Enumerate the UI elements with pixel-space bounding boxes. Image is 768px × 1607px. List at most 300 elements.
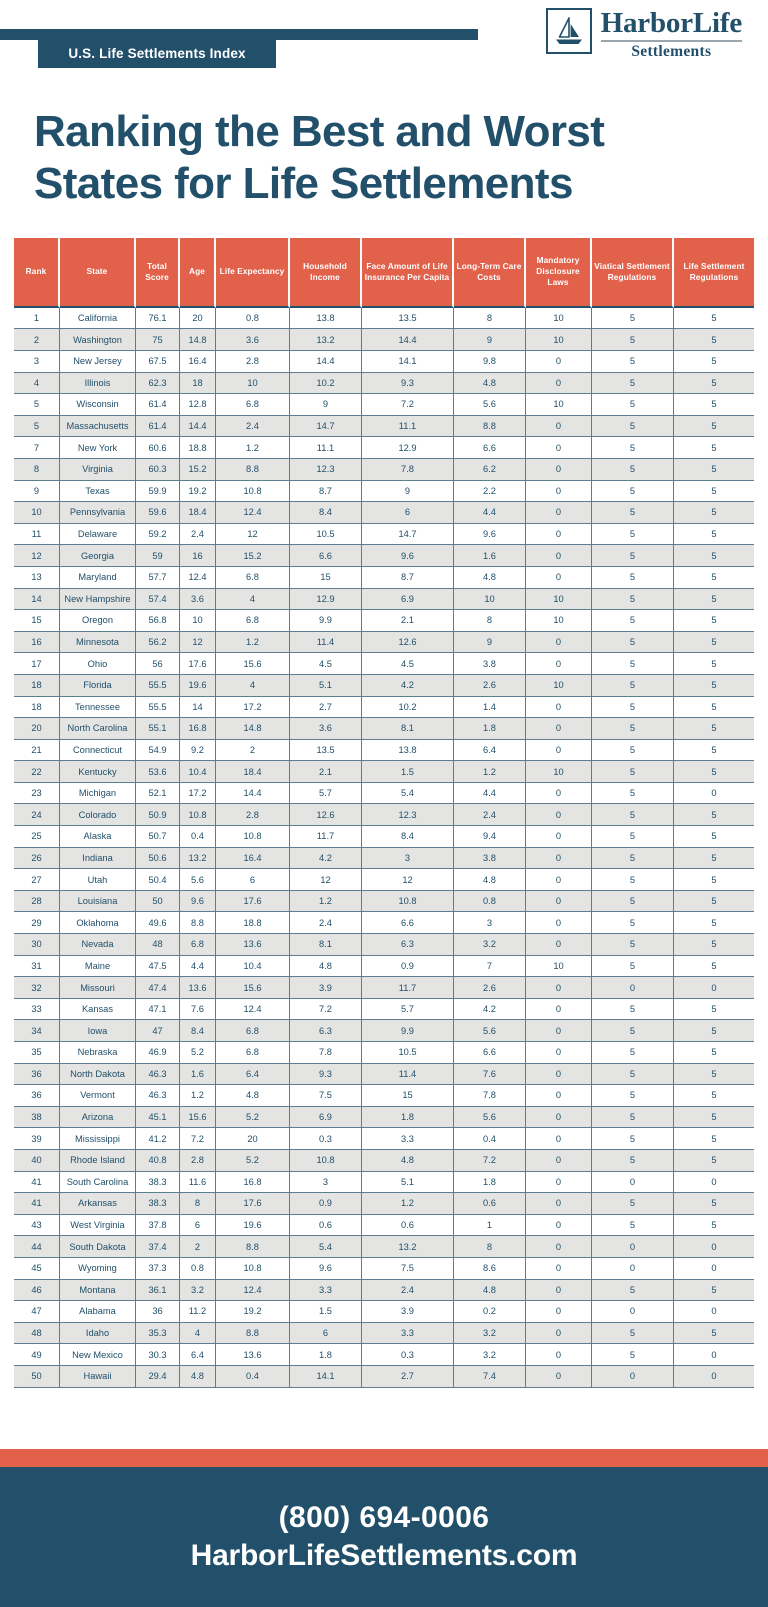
data-cell: 6.8 — [216, 1042, 290, 1064]
page-title-line-1: Ranking the Best and Worst — [34, 107, 605, 156]
data-cell: 56.2 — [136, 632, 180, 654]
state-name-cell: Kentucky — [60, 761, 136, 783]
data-cell: 6.8 — [216, 567, 290, 589]
data-cell: 6.8 — [216, 610, 290, 632]
data-cell: 0 — [526, 999, 592, 1021]
data-cell: 3.2 — [454, 1344, 526, 1366]
rank-cell: 31 — [14, 956, 60, 978]
state-name-cell: Arkansas — [60, 1193, 136, 1215]
table-row — [14, 977, 754, 999]
data-cell: 5 — [674, 1215, 754, 1237]
table-row — [14, 999, 754, 1021]
data-cell: 61.4 — [136, 394, 180, 416]
data-cell: 12.4 — [216, 999, 290, 1021]
state-name-cell: Ohio — [60, 653, 136, 675]
data-cell: 10 — [526, 956, 592, 978]
data-cell: 1.2 — [290, 891, 362, 913]
data-cell: 9.2 — [180, 740, 216, 762]
ranking-table-container — [14, 238, 754, 1388]
data-cell: 0.6 — [362, 1215, 454, 1237]
data-cell: 7.4 — [454, 1366, 526, 1388]
data-cell: 11.4 — [290, 632, 362, 654]
data-cell: 59 — [136, 545, 180, 567]
column-header-long-term-care-costs[interactable]: Long-Term Care Costs — [454, 238, 526, 308]
state-name-cell: Florida — [60, 675, 136, 697]
data-cell: 0 — [526, 934, 592, 956]
data-cell: 16.8 — [180, 718, 216, 740]
data-cell: 4.8 — [454, 567, 526, 589]
data-cell: 10.5 — [362, 1042, 454, 1064]
data-cell: 60.6 — [136, 437, 180, 459]
data-cell: 0.8 — [454, 891, 526, 913]
data-cell: 14.4 — [362, 329, 454, 351]
data-cell: 18.4 — [180, 502, 216, 524]
data-cell: 5 — [592, 740, 674, 762]
column-header-face-amount-of-life-insurance-per-capita[interactable]: Face Amount of Life Insurance Per Capita — [362, 238, 454, 308]
data-cell: 5 — [592, 502, 674, 524]
rank-cell: 49 — [14, 1344, 60, 1366]
data-cell: 0 — [674, 783, 754, 805]
rank-cell: 34 — [14, 1020, 60, 1042]
data-cell: 0 — [526, 826, 592, 848]
state-name-cell: Maine — [60, 956, 136, 978]
data-cell: 15.6 — [216, 653, 290, 675]
data-cell: 14.8 — [180, 329, 216, 351]
data-cell: 0 — [526, 459, 592, 481]
data-cell: 14.4 — [216, 783, 290, 805]
table-row — [14, 351, 754, 373]
data-cell: 1.6 — [180, 1064, 216, 1086]
data-cell: 10.4 — [216, 956, 290, 978]
data-cell: 2.2 — [454, 481, 526, 503]
data-cell: 0.3 — [362, 1344, 454, 1366]
data-cell: 41.2 — [136, 1128, 180, 1150]
data-cell: 5 — [674, 1193, 754, 1215]
data-cell: 5 — [674, 351, 754, 373]
data-cell: 11.7 — [290, 826, 362, 848]
data-cell: 4 — [180, 1323, 216, 1345]
data-cell: 5.1 — [362, 1172, 454, 1194]
data-cell: 18.8 — [216, 912, 290, 934]
rank-cell: 44 — [14, 1236, 60, 1258]
data-cell: 57.4 — [136, 589, 180, 611]
data-cell: 0 — [674, 1172, 754, 1194]
data-cell: 6.9 — [290, 1107, 362, 1129]
data-cell: 0 — [674, 1366, 754, 1388]
data-cell: 0 — [526, 1280, 592, 1302]
data-cell: 6.8 — [180, 934, 216, 956]
data-cell: 11.2 — [180, 1301, 216, 1323]
rank-cell: 30 — [14, 934, 60, 956]
rank-cell: 36 — [14, 1064, 60, 1086]
data-cell: 3.2 — [454, 934, 526, 956]
state-name-cell: Rhode Island — [60, 1150, 136, 1172]
data-cell: 50 — [136, 891, 180, 913]
data-cell: 4.8 — [454, 869, 526, 891]
data-cell: 5 — [592, 1280, 674, 1302]
column-header-rank[interactable]: Rank — [14, 238, 60, 308]
data-cell: 5 — [674, 740, 754, 762]
data-cell: 2.7 — [290, 697, 362, 719]
state-name-cell: Virginia — [60, 459, 136, 481]
data-cell: 5.7 — [290, 783, 362, 805]
data-cell: 36.1 — [136, 1280, 180, 1302]
data-cell: 15.6 — [180, 1107, 216, 1129]
data-cell: 5 — [674, 1020, 754, 1042]
data-cell: 9 — [290, 394, 362, 416]
data-cell: 5 — [674, 567, 754, 589]
data-cell: 10 — [526, 308, 592, 330]
data-cell: 53.6 — [136, 761, 180, 783]
data-cell: 50.6 — [136, 848, 180, 870]
data-cell: 9 — [362, 481, 454, 503]
data-cell: 29.4 — [136, 1366, 180, 1388]
data-cell: 2.4 — [290, 912, 362, 934]
data-cell: 5 — [592, 1085, 674, 1107]
data-cell: 3.9 — [290, 977, 362, 999]
data-cell: 7.5 — [362, 1258, 454, 1280]
table-row — [14, 1215, 754, 1237]
rank-cell: 9 — [14, 481, 60, 503]
column-header-life-settlement-regulations[interactable]: Life Settlement Regulations — [674, 238, 754, 308]
rank-cell: 18 — [14, 697, 60, 719]
data-cell: 0 — [526, 545, 592, 567]
data-cell: 6 — [180, 1215, 216, 1237]
data-cell: 5 — [592, 912, 674, 934]
data-cell: 0 — [526, 977, 592, 999]
data-cell: 5.2 — [216, 1107, 290, 1129]
data-cell: 0 — [674, 1301, 754, 1323]
data-cell: 5 — [674, 761, 754, 783]
rank-cell: 45 — [14, 1258, 60, 1280]
data-cell: 5 — [592, 1193, 674, 1215]
data-cell: 6.6 — [454, 437, 526, 459]
logo-divider — [601, 40, 742, 42]
table-row — [14, 653, 754, 675]
data-cell: 5 — [592, 1344, 674, 1366]
state-name-cell: Maryland — [60, 567, 136, 589]
data-cell: 55.5 — [136, 697, 180, 719]
table-row — [14, 545, 754, 567]
data-cell: 3.6 — [216, 329, 290, 351]
data-cell: 55.1 — [136, 718, 180, 740]
data-cell: 11.4 — [362, 1064, 454, 1086]
state-name-cell: South Dakota — [60, 1236, 136, 1258]
rank-cell: 46 — [14, 1280, 60, 1302]
data-cell: 2.1 — [362, 610, 454, 632]
table-row — [14, 589, 754, 611]
data-cell: 14.7 — [290, 416, 362, 438]
data-cell: 4 — [216, 675, 290, 697]
table-row — [14, 956, 754, 978]
state-name-cell: Texas — [60, 481, 136, 503]
data-cell: 59.2 — [136, 524, 180, 546]
data-cell: 3.8 — [454, 848, 526, 870]
data-cell: 9.6 — [180, 891, 216, 913]
data-cell: 0 — [592, 1258, 674, 1280]
data-cell: 50.4 — [136, 869, 180, 891]
data-cell: 5.6 — [454, 394, 526, 416]
data-cell: 4 — [216, 589, 290, 611]
data-cell: 13.6 — [216, 934, 290, 956]
data-cell: 9.4 — [454, 826, 526, 848]
data-cell: 5 — [592, 394, 674, 416]
data-cell: 12.4 — [180, 567, 216, 589]
data-cell: 5 — [674, 1064, 754, 1086]
data-cell: 5.6 — [454, 1020, 526, 1042]
data-cell: 8.8 — [216, 1236, 290, 1258]
rank-cell: 4 — [14, 373, 60, 395]
data-cell: 12 — [216, 524, 290, 546]
data-cell: 9.9 — [290, 610, 362, 632]
table-row — [14, 416, 754, 438]
data-cell: 1.4 — [454, 697, 526, 719]
data-cell: 6.3 — [362, 934, 454, 956]
data-cell: 17.6 — [216, 1193, 290, 1215]
rank-cell: 20 — [14, 718, 60, 740]
rank-cell: 36 — [14, 1085, 60, 1107]
data-cell: 5 — [674, 481, 754, 503]
data-cell: 10.8 — [180, 804, 216, 826]
data-cell: 13.8 — [362, 740, 454, 762]
data-cell: 8.6 — [454, 1258, 526, 1280]
data-cell: 60.3 — [136, 459, 180, 481]
column-header-mandatory-disclosure-laws[interactable]: Mandatory Disclosure Laws — [526, 238, 592, 308]
data-cell: 5 — [674, 697, 754, 719]
data-cell: 10 — [526, 610, 592, 632]
table-row — [14, 934, 754, 956]
data-cell: 0 — [674, 977, 754, 999]
data-cell: 5 — [592, 545, 674, 567]
data-cell: 7.8 — [454, 1085, 526, 1107]
data-cell: 9.8 — [454, 351, 526, 373]
data-cell: 10 — [526, 761, 592, 783]
data-cell: 5 — [592, 848, 674, 870]
rank-cell: 40 — [14, 1150, 60, 1172]
state-name-cell: Oregon — [60, 610, 136, 632]
table-row — [14, 675, 754, 697]
table-row — [14, 1020, 754, 1042]
data-cell: 0 — [526, 502, 592, 524]
rank-cell: 5 — [14, 394, 60, 416]
table-row — [14, 481, 754, 503]
data-cell: 0.2 — [454, 1301, 526, 1323]
data-cell: 6 — [216, 869, 290, 891]
data-cell: 9.6 — [290, 1258, 362, 1280]
state-name-cell: Montana — [60, 1280, 136, 1302]
table-row — [14, 1193, 754, 1215]
footer-website[interactable]: HarborLifeSettlements.com — [190, 1539, 578, 1572]
table-row — [14, 804, 754, 826]
state-name-cell: Nebraska — [60, 1042, 136, 1064]
data-cell: 6.6 — [454, 1042, 526, 1064]
data-cell: 67.5 — [136, 351, 180, 373]
table-row — [14, 1280, 754, 1302]
data-cell: 1.2 — [216, 632, 290, 654]
data-cell: 62.3 — [136, 373, 180, 395]
rank-cell: 43 — [14, 1215, 60, 1237]
data-cell: 5 — [674, 394, 754, 416]
data-cell: 18.8 — [180, 437, 216, 459]
data-cell: 14.4 — [290, 351, 362, 373]
state-name-cell: Georgia — [60, 545, 136, 567]
data-cell: 0.8 — [180, 1258, 216, 1280]
data-cell: 5 — [674, 545, 754, 567]
data-cell: 0 — [526, 783, 592, 805]
data-cell: 0 — [526, 804, 592, 826]
data-cell: 3 — [290, 1172, 362, 1194]
rank-cell: 16 — [14, 632, 60, 654]
data-cell: 5 — [674, 1107, 754, 1129]
data-cell: 2 — [216, 740, 290, 762]
data-cell: 5 — [592, 675, 674, 697]
table-header-row — [14, 238, 754, 308]
table-row — [14, 1042, 754, 1064]
column-header-life-expectancy[interactable]: Life Expectancy — [216, 238, 290, 308]
data-cell: 4.2 — [290, 848, 362, 870]
data-cell: 52.1 — [136, 783, 180, 805]
logo-subtitle: Settlements — [631, 42, 712, 60]
state-name-cell: Alaska — [60, 826, 136, 848]
data-cell: 2.4 — [216, 416, 290, 438]
data-cell: 8.4 — [180, 1020, 216, 1042]
data-cell: 10 — [526, 394, 592, 416]
data-cell: 8.7 — [362, 567, 454, 589]
data-cell: 0.4 — [216, 1366, 290, 1388]
state-name-cell: Louisiana — [60, 891, 136, 913]
data-cell: 14.7 — [362, 524, 454, 546]
data-cell: 5 — [592, 891, 674, 913]
data-cell: 0 — [526, 1193, 592, 1215]
data-cell: 5 — [592, 416, 674, 438]
data-cell: 5 — [592, 567, 674, 589]
data-cell: 17.6 — [180, 653, 216, 675]
data-cell: 2.4 — [180, 524, 216, 546]
rank-cell: 26 — [14, 848, 60, 870]
data-cell: 11.7 — [362, 977, 454, 999]
data-cell: 8.8 — [180, 912, 216, 934]
data-cell: 5 — [674, 848, 754, 870]
data-cell: 54.9 — [136, 740, 180, 762]
data-cell: 5 — [592, 373, 674, 395]
data-cell: 0.3 — [290, 1128, 362, 1150]
data-cell: 5 — [592, 1323, 674, 1345]
state-name-cell: Missouri — [60, 977, 136, 999]
data-cell: 12.3 — [290, 459, 362, 481]
data-cell: 5 — [592, 783, 674, 805]
column-header-household-income[interactable]: Household Income — [290, 238, 362, 308]
data-cell: 37.8 — [136, 1215, 180, 1237]
state-name-cell: Pennsylvania — [60, 502, 136, 524]
state-name-cell: Indiana — [60, 848, 136, 870]
data-cell: 0 — [526, 1085, 592, 1107]
state-name-cell: California — [60, 308, 136, 330]
data-cell: 4.4 — [180, 956, 216, 978]
data-cell: 6.4 — [454, 740, 526, 762]
data-cell: 1.2 — [216, 437, 290, 459]
data-cell: 13.8 — [290, 308, 362, 330]
rank-cell: 21 — [14, 740, 60, 762]
data-cell: 0.9 — [362, 956, 454, 978]
data-cell: 13.6 — [180, 977, 216, 999]
rank-cell: 7 — [14, 437, 60, 459]
data-cell: 5 — [592, 653, 674, 675]
table-row — [14, 1236, 754, 1258]
data-cell: 1.2 — [180, 1085, 216, 1107]
data-cell: 5 — [674, 1128, 754, 1150]
data-cell: 0 — [526, 869, 592, 891]
data-cell: 55.5 — [136, 675, 180, 697]
data-cell: 6.9 — [362, 589, 454, 611]
data-cell: 10.2 — [290, 373, 362, 395]
data-cell: 5 — [592, 1107, 674, 1129]
data-cell: 2.1 — [290, 761, 362, 783]
table-row — [14, 826, 754, 848]
table-row — [14, 1172, 754, 1194]
data-cell: 5 — [674, 804, 754, 826]
table-row — [14, 373, 754, 395]
rank-cell: 15 — [14, 610, 60, 632]
column-header-total-score[interactable]: Total Score — [136, 238, 180, 308]
data-cell: 3.2 — [454, 1323, 526, 1345]
table-row — [14, 502, 754, 524]
column-header-state[interactable]: State — [60, 238, 136, 308]
state-name-cell: Minnesota — [60, 632, 136, 654]
data-cell: 0 — [674, 1236, 754, 1258]
data-cell: 10.8 — [290, 1150, 362, 1172]
data-cell: 5.6 — [180, 869, 216, 891]
data-cell: 6.3 — [290, 1020, 362, 1042]
data-cell: 5 — [592, 934, 674, 956]
data-cell: 6.4 — [180, 1344, 216, 1366]
column-header-viatical-settlement-regulations[interactable]: Viatical Settlement Regulations — [592, 238, 674, 308]
data-cell: 5 — [674, 891, 754, 913]
data-cell: 3.3 — [362, 1323, 454, 1345]
data-cell: 1.8 — [362, 1107, 454, 1129]
data-cell: 12.6 — [362, 632, 454, 654]
state-name-cell: New Mexico — [60, 1344, 136, 1366]
state-name-cell: North Carolina — [60, 718, 136, 740]
state-name-cell: New Jersey — [60, 351, 136, 373]
data-cell: 5 — [674, 999, 754, 1021]
data-cell: 2.7 — [362, 1366, 454, 1388]
data-cell: 0 — [526, 1258, 592, 1280]
state-name-cell: Illinois — [60, 373, 136, 395]
data-cell: 0 — [592, 1236, 674, 1258]
data-cell: 1.8 — [454, 718, 526, 740]
data-cell: 6.8 — [216, 1020, 290, 1042]
data-cell: 10 — [526, 675, 592, 697]
rank-cell: 50 — [14, 1366, 60, 1388]
column-header-age[interactable]: Age — [180, 238, 216, 308]
table-row — [14, 632, 754, 654]
data-cell: 4.2 — [454, 999, 526, 1021]
data-cell: 0 — [526, 1344, 592, 1366]
state-name-cell: Michigan — [60, 783, 136, 805]
data-cell: 11.1 — [290, 437, 362, 459]
data-cell: 14 — [180, 697, 216, 719]
data-cell: 19.6 — [180, 675, 216, 697]
data-cell: 5 — [592, 1020, 674, 1042]
footer-phone[interactable]: (800) 694-0006 — [278, 1501, 490, 1534]
data-cell: 5 — [674, 632, 754, 654]
data-cell: 47.5 — [136, 956, 180, 978]
data-cell: 8 — [454, 308, 526, 330]
data-cell: 5 — [674, 1150, 754, 1172]
page-title — [34, 106, 734, 210]
data-cell: 5 — [592, 697, 674, 719]
rank-cell: 11 — [14, 524, 60, 546]
